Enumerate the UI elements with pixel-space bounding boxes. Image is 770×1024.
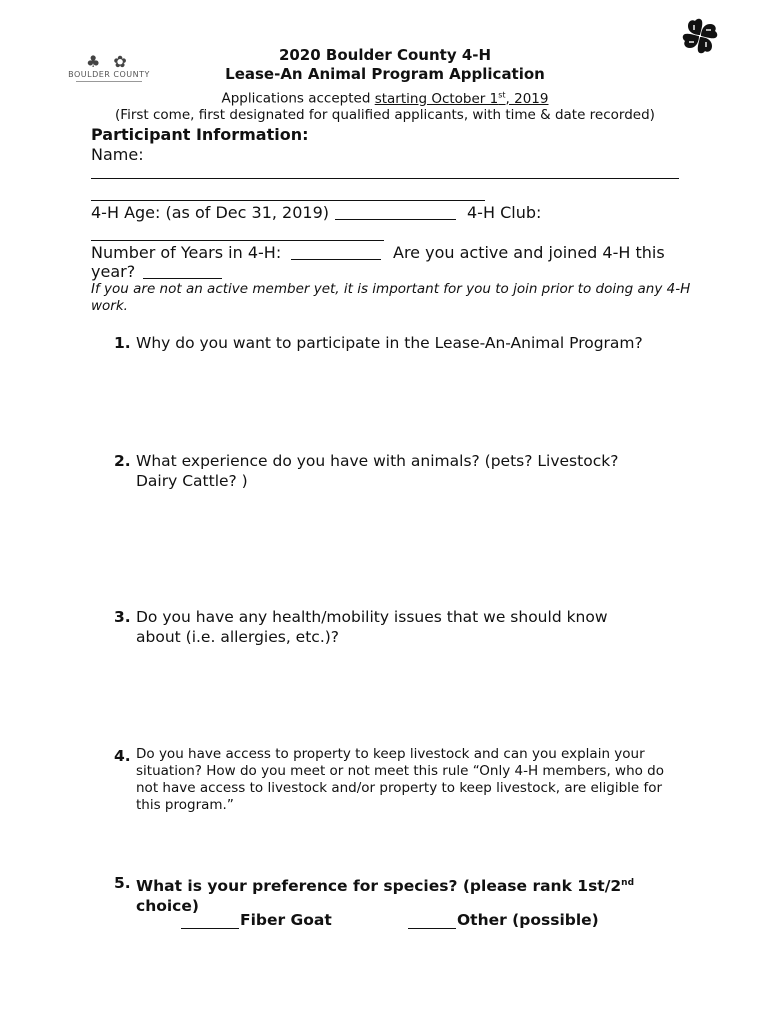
page-title-line1: 2020 Boulder County 4-H — [278, 46, 492, 64]
4h-clover-icon: ♣ ✿ — [86, 52, 131, 71]
active-label: Are you active and joined 4-H this — [393, 243, 665, 262]
page-title-line2: Lease-An Animal Program Application — [225, 65, 545, 83]
years-field[interactable] — [291, 259, 381, 260]
question-2: 2. What experience do you have with animals? (pets? Livestock? Dairy Cattle? ) — [114, 452, 619, 490]
year-label: year? — [91, 262, 136, 281]
other-rank-field[interactable] — [408, 928, 456, 929]
membership-note: If you are not an active member yet, it is important for you to join prior to doing any 4-H work. — [91, 281, 691, 314]
years-label: Number of Years in 4-H: — [91, 243, 282, 262]
participant-heading: Participant Information: — [91, 125, 309, 144]
question-1: 1. Why do you want to participate in the Lease-An-Animal Program? — [114, 334, 643, 352]
question-5: 5. What is your preference for species? (please rank 1st/2nd choice) — [114, 874, 635, 916]
first-come-note: (First come, first designated for qualified applicants, with time & date recorded) — [115, 107, 655, 123]
age-label: 4-H Age: (as of Dec 31, 2019) — [91, 203, 330, 222]
fiber-goat-label: Fiber Goat — [240, 911, 332, 929]
name-line-2[interactable] — [91, 200, 485, 201]
applications-accepted-note: Applications accepted starting October 1st, 2019 — [221, 90, 549, 107]
age-field[interactable] — [335, 219, 456, 220]
fiber-goat-rank-field[interactable] — [181, 928, 239, 929]
name-label: Name: — [91, 145, 144, 164]
active-field[interactable] — [143, 278, 222, 279]
club-label: 4-H Club: — [467, 203, 542, 222]
question-4: 4. Do you have access to property to keep livestock and can you explain your situation? How do you meet or not meet this rule “Only 4-H members, who do not have access to livestock and/or property to keep livestock, are eligible for this program.” — [114, 746, 665, 813]
logo-org-name: BOULDER COUNTY — [68, 70, 150, 79]
name-line[interactable] — [91, 178, 679, 179]
club-field[interactable] — [91, 240, 384, 241]
question-3: 3. Do you have any health/mobility issues that we should know about (i.e. allergies, etc.)? — [114, 608, 608, 646]
other-label: Other (possible) — [457, 911, 599, 929]
